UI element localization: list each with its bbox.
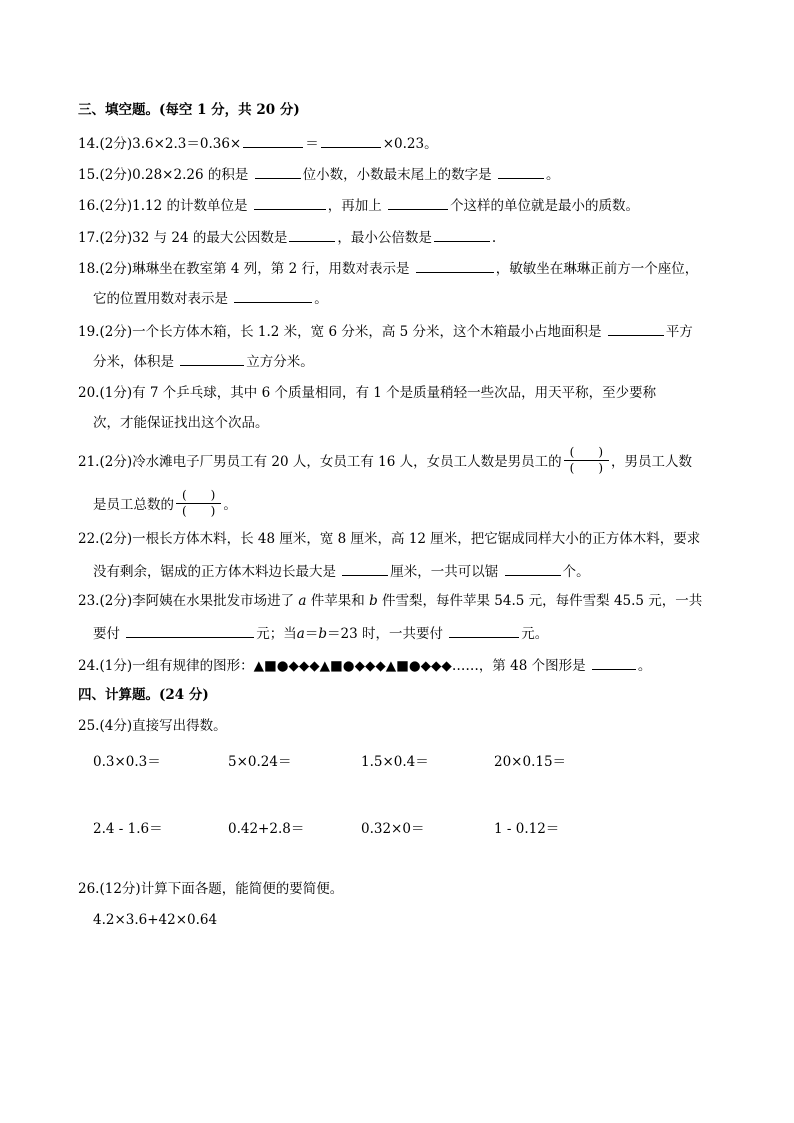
question-20-line-2: 次，才能保证找出这个次品。 [93, 415, 269, 431]
answer-blank[interactable] [234, 288, 312, 303]
answer-blank[interactable] [498, 164, 544, 179]
question-21: 21.(2分)冷水滩电子厂男员工有 20 人，女员工有 16 人，女员工人数是男员工的 $\frac{( )}{( )}$ ，男员工人数 [78, 445, 693, 475]
answer-blank[interactable] [342, 561, 388, 576]
shape-sequence: ▲■●◆◆◆▲■●◆◆◆▲■●◆◆◆ [253, 658, 452, 674]
calc-item: 1.5×0.4＝ [361, 754, 429, 770]
question-23: 23.(2分)李阿姨在水果批发市场进了 a 件苹果和 b 件雪梨，每件苹果 54.5 元，每件雪梨 45.5 元，一共 [78, 593, 703, 609]
calc-item: 0.32×0＝ [361, 821, 425, 837]
question-19-line-2: 分米，体积是 立方分米。 [93, 351, 314, 371]
section-3-heading: 三、填空题。(每空 1 分，共 20 分) [78, 102, 300, 118]
fraction-blank[interactable]: $\frac{( )}{( )}$ [564, 445, 609, 476]
section-4-heading: 四、计算题。(24 分) [78, 687, 209, 703]
answer-blank[interactable] [388, 195, 448, 210]
question-18: 18.(2分)琳琳坐在教室第 4 列，第 2 行，用数对表示是 ，敏敏坐在琳琳正前方一个座位， [78, 258, 698, 278]
answer-blank[interactable] [321, 133, 381, 148]
calc-item: 5×0.24＝ [228, 754, 292, 770]
question-20: 20.(1分)有 7 个乒乓球，其中 6 个质量相同，有 1 个是质量稍轻一些次品，用天平称，至少要称 [78, 385, 657, 401]
question-number: 14. [78, 136, 100, 152]
answer-blank[interactable] [126, 623, 254, 638]
answer-blank[interactable] [289, 227, 335, 242]
calc-item: 2.4 - 1.6＝ [93, 821, 163, 837]
question-17: 17.(2分)32 与 24 的最大公因数是 ，最小公倍数是 . [78, 227, 496, 247]
calc-item: 1 - 0.12＝ [494, 821, 560, 837]
fraction-blank[interactable]: $\frac{( )}{( )}$ [176, 488, 221, 519]
question-22-line-2: 没有剩余，锯成的正方体木料边长最大是 厘米，一共可以锯 个。 [93, 561, 590, 581]
question-21-line-2: 是员工总数的 $\frac{( )}{( )}$ 。 [93, 488, 237, 518]
question-23-line-2: 要付 元；当a＝b＝23 时，一共要付 元。 [93, 623, 548, 643]
answer-blank[interactable] [449, 623, 519, 638]
answer-blank[interactable] [592, 655, 636, 670]
answer-blank[interactable] [243, 133, 303, 148]
calc-item: 20×0.15＝ [494, 754, 567, 770]
answer-blank[interactable] [254, 195, 326, 210]
question-score: (2分) [99, 136, 133, 152]
calc-expression: 4.2×3.6+42×0.64 [93, 912, 218, 928]
question-24: 24.(1分)一组有规律的图形：▲■●◆◆◆▲■●◆◆◆▲■●◆◆◆……，第 48 个图形是 。 [78, 655, 651, 675]
question-26: 26.(12分)计算下面各题，能简便的要简便。 [78, 881, 344, 897]
answer-blank[interactable] [255, 164, 301, 179]
question-14: 14.(2分)3.6×2.3＝0.36× ＝ ×0.23。 [78, 133, 438, 153]
question-25: 25.(4分)直接写出得数。 [78, 718, 227, 734]
question-15: 15.(2分)0.28×2.26 的积是 位小数，小数最末尾上的数字是 。 [78, 164, 559, 184]
question-16: 16.(2分)1.12 的计数单位是 ，再加上 个这样的单位就是最小的质数。 [78, 195, 639, 215]
answer-blank[interactable] [505, 561, 561, 576]
answer-blank[interactable] [180, 351, 244, 366]
question-19: 19.(2分)一个长方体木箱，长 1.2 米，宽 6 分米，高 5 分米，这个木箱最小占地面积是 平方 [78, 321, 693, 341]
question-22: 22.(2分)一根长方体木料，长 48 厘米，宽 8 厘米，高 12 厘米，把它锯成同样大小的正方体木料，要求 [78, 531, 701, 547]
answer-blank[interactable] [434, 227, 490, 242]
question-18-line-2: 它的位置用数对表示是 。 [93, 288, 328, 308]
answer-blank[interactable] [416, 258, 494, 273]
answer-blank[interactable] [608, 321, 664, 336]
calc-item: 0.3×0.3＝ [93, 754, 161, 770]
calc-item: 0.42+2.8＝ [228, 821, 305, 837]
